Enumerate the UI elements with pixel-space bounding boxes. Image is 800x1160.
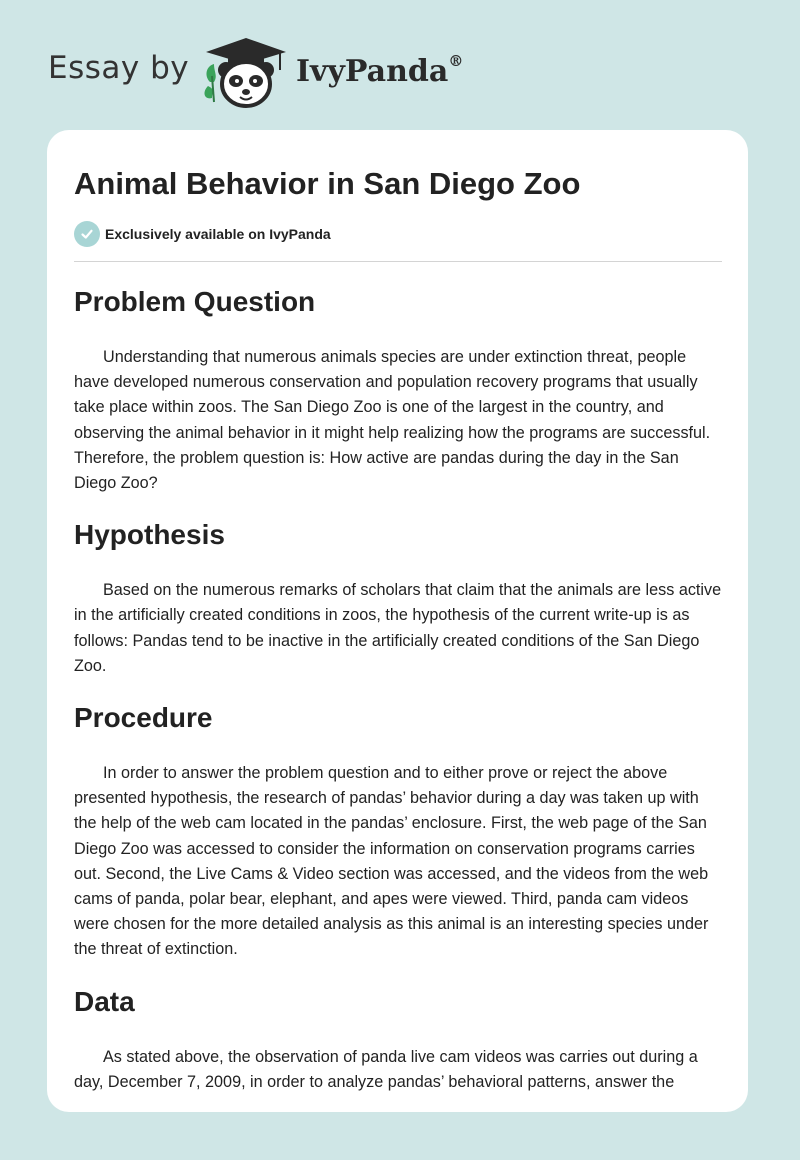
page-title: Animal Behavior in San Diego Zoo — [74, 166, 581, 201]
essay-card — [47, 130, 748, 1112]
registered-mark: ® — [448, 52, 464, 70]
section-paragraph: As stated above, the observation of panda live cam videos was carries out during a day, December 7, 2009, in order to analyze pandas’ behavioral patterns, answer the — [74, 1047, 698, 1091]
section-paragraph: Understanding that numerous animals species are under extinction threat, people have developed numerous conservation and population recovery programs that usually take place within zoos. The San Diego Zoo is one of the largest in the country, and observing the animal behavior in it might help realizing how the programs are successful. Therefore, the problem question is: How active are pandas during the day in the San Diego Zoo? — [74, 348, 711, 493]
section-heading: Hypothesis — [74, 519, 225, 551]
site-header — [0, 0, 800, 130]
brand-prefix: Essay by — [48, 50, 190, 86]
section-heading: Problem Question — [74, 286, 316, 317]
divider — [74, 261, 722, 262]
panda-logo-icon[interactable] — [200, 36, 292, 110]
essay-content — [74, 283, 724, 1095]
section-heading: Procedure — [74, 702, 213, 734]
brand-name-text: IvyPanda — [296, 54, 449, 89]
brand-name[interactable] — [296, 54, 463, 89]
exclusive-badge — [74, 221, 331, 247]
section-heading: Data — [74, 985, 135, 1017]
section-paragraph: Based on the numerous remarks of scholars that claim that the animals are less active in the artificially created conditions in zoos, the hypothesis of the current write-up is as follows: Pandas tend to be inactive in the artificially created conditions of the San Diego Zoo. — [74, 581, 722, 675]
badge-label: Exclusively available on IvyPanda — [105, 226, 331, 242]
check-icon — [74, 221, 100, 247]
section-paragraph: In order to answer the problem question and to either prove or reject the above presented hypothesis, the research of pandas’ behavior during a day was taken up with the help of the web cam located in the pandas’ enclosure. First, the web page of the San Diego Zoo was accessed to consider the information on conservation programs carries out. Second, the Live Cams & Video section was accessed, and the videos from the web cams of panda, polar bear, elephant, and apes were viewed. Third, panda cam videos were chosen for the more detailed analysis as this animal is an interesting species under the threat of extinction. — [74, 764, 709, 959]
